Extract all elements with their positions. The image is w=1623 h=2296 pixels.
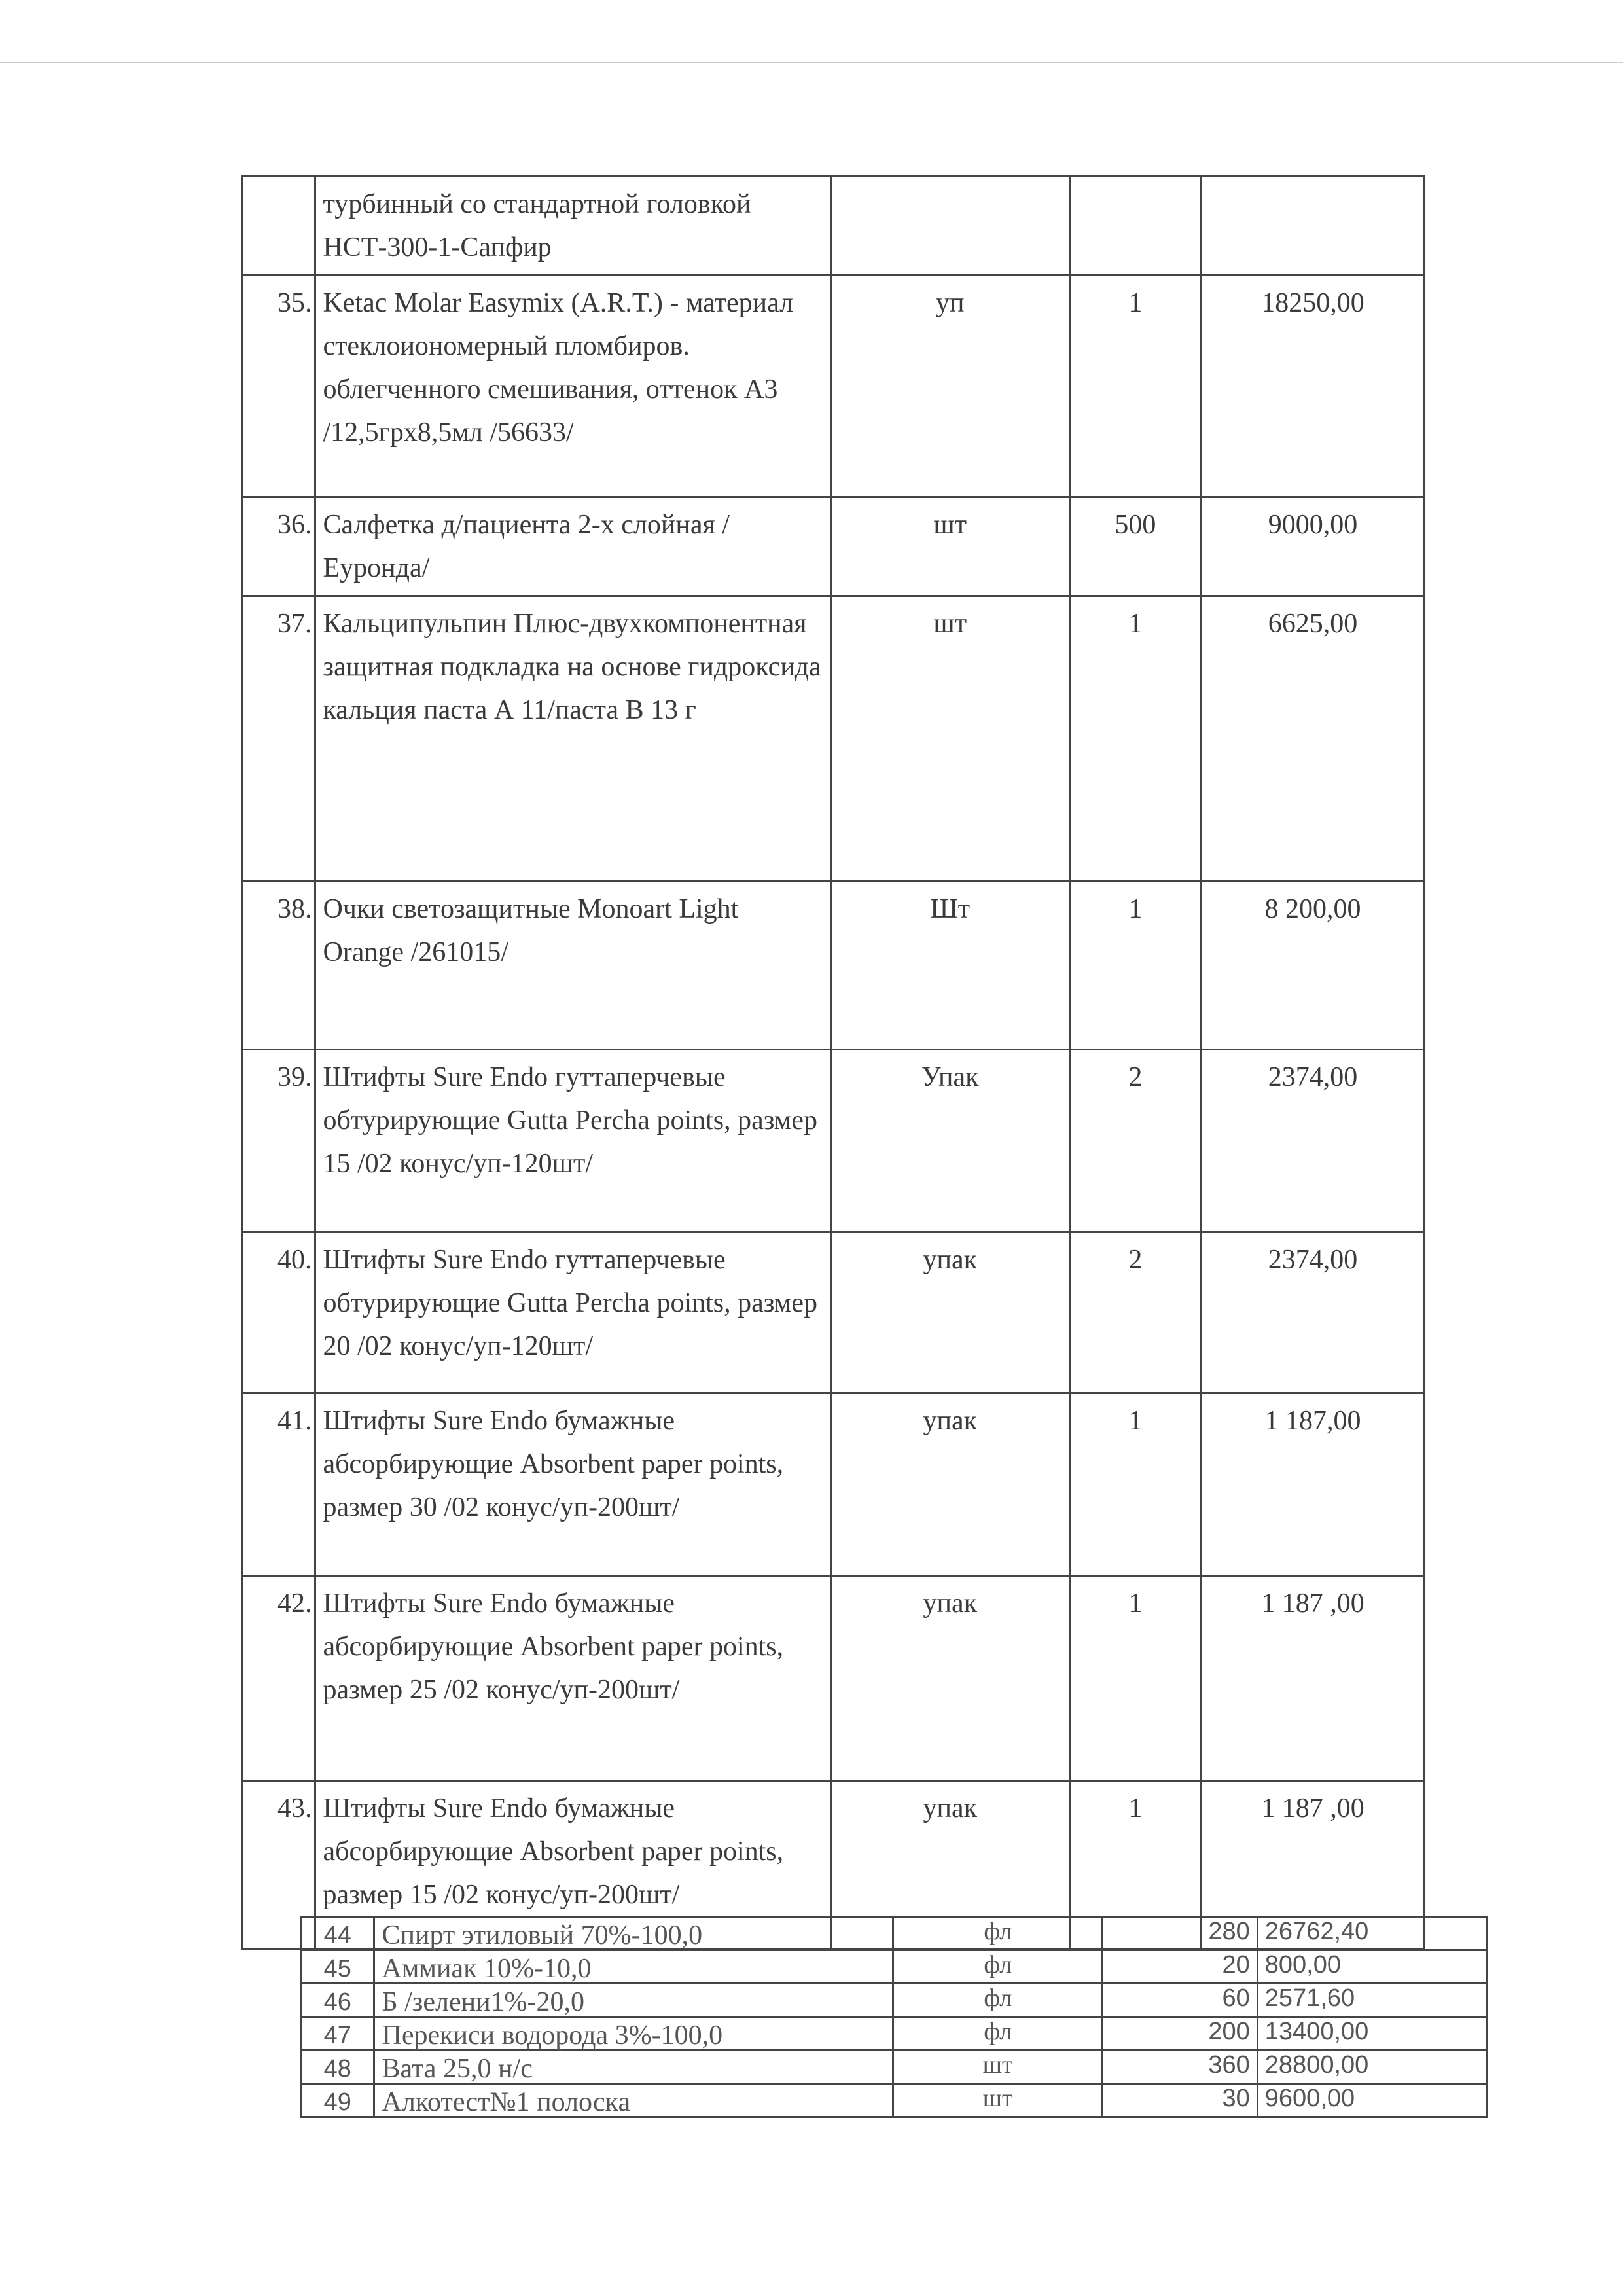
cell-num: 41. — [243, 1393, 315, 1576]
cell-unit: шт — [893, 2084, 1103, 2117]
cell-price: 1 187,00 — [1202, 1393, 1425, 1576]
cell-desc: Вата 25,0 н/с — [374, 2051, 893, 2084]
cell-qty — [1069, 177, 1201, 276]
cell-desc: Б /зелени1%-20,0 — [374, 1984, 893, 2017]
cell-qty: 1 — [1069, 882, 1201, 1050]
cell-unit: шт — [893, 2051, 1103, 2084]
table-row — [301, 2017, 1488, 2051]
cell-qty: 1 — [1069, 1781, 1201, 1949]
cell-num: 48 — [301, 2051, 374, 2084]
cell-price: 2571,60 — [1257, 1984, 1487, 2017]
table-row — [301, 2084, 1488, 2117]
cell-desc: Салфетка д/пациента 2-х слойная /Еуронда/ — [315, 497, 830, 596]
cell-qty: 1 — [1069, 1393, 1201, 1576]
cell-desc: Штифты Sure Endo гуттаперчевые обтурирующие Gutta Percha points, размер 20 /02 конус/уп-120шт/ — [315, 1232, 830, 1393]
table-row — [243, 1050, 1425, 1232]
table-row — [301, 1917, 1488, 1950]
cell-unit: уп — [830, 276, 1069, 497]
table-row — [301, 1950, 1488, 1984]
cell-num: 36. — [243, 497, 315, 596]
cell-num: 46 — [301, 1984, 374, 2017]
cell-num: 45 — [301, 1950, 374, 1984]
cell-qty: 360 — [1103, 2051, 1257, 2084]
cell-num: 47 — [301, 2017, 374, 2051]
cell-num: 37. — [243, 596, 315, 882]
cell-unit: фл — [893, 1950, 1103, 1984]
cell-num: 44 — [301, 1917, 374, 1950]
cell-unit: фл — [893, 1917, 1103, 1950]
cell-desc: Штифты Sure Endo бумажные абсорбирующие Absorbent paper points, размер 25 /02 конус/уп-200шт/ — [315, 1576, 830, 1781]
items-table — [241, 175, 1425, 1950]
cell-num: 49 — [301, 2084, 374, 2117]
cell-price: 9600,00 — [1257, 2084, 1487, 2117]
cell-unit: шт — [830, 497, 1069, 596]
cell-price: 6625,00 — [1202, 596, 1425, 882]
table-row — [243, 497, 1425, 596]
items-table-continued — [300, 1916, 1488, 2118]
table-row — [243, 1232, 1425, 1393]
cell-qty: 30 — [1103, 2084, 1257, 2117]
cell-num: 42. — [243, 1576, 315, 1781]
cell-qty: 2 — [1069, 1050, 1201, 1232]
cell-price: 26762,40 — [1257, 1917, 1487, 1950]
cell-qty: 60 — [1103, 1984, 1257, 2017]
cell-qty: 2 — [1069, 1232, 1201, 1393]
cell-unit: шт — [830, 596, 1069, 882]
cell-price: 1 187 ,00 — [1202, 1576, 1425, 1781]
cell-num: 38. — [243, 882, 315, 1050]
table-row — [243, 276, 1425, 497]
cell-desc: Кальципульпин Плюс-двухкомпонентная защитная подкладка на основе гидроксида кальция паста А 11/паста В 13 г — [315, 596, 830, 882]
cell-desc: Перекиси водорода 3%-100,0 — [374, 2017, 893, 2051]
cell-num: 39. — [243, 1050, 315, 1232]
cell-desc: Спирт этиловый 70%-100,0 — [374, 1917, 893, 1950]
cell-unit: упак — [830, 1576, 1069, 1781]
cell-desc: Штифты Sure Endo бумажные абсорбирующие Absorbent paper points, размер 30 /02 конус/уп-200шт/ — [315, 1393, 830, 1576]
cell-qty: 20 — [1103, 1950, 1257, 1984]
cell-desc: турбинный со стандартной головкой НСТ-300-1-Сапфир — [315, 177, 830, 276]
table-row — [301, 2051, 1488, 2084]
cell-price: 18250,00 — [1202, 276, 1425, 497]
cell-unit: фл — [893, 2017, 1103, 2051]
cell-price: 800,00 — [1257, 1950, 1487, 1984]
cell-price: 13400,00 — [1257, 2017, 1487, 2051]
table-row — [243, 596, 1425, 882]
cell-qty: 200 — [1103, 2017, 1257, 2051]
cell-unit: фл — [893, 1984, 1103, 2017]
cell-qty: 1 — [1069, 276, 1201, 497]
cell-unit — [830, 177, 1069, 276]
cell-price: 8 200,00 — [1202, 882, 1425, 1050]
cell-price: 2374,00 — [1202, 1050, 1425, 1232]
cell-num: 40. — [243, 1232, 315, 1393]
cell-qty: 280 — [1103, 1917, 1257, 1950]
cell-desc: Ketac Molar Easymix (A.R.T.) - материал стеклоиономерный пломбиров. облегченного смешивания, оттенок А3 /12,5грх8,5мл /56633/ — [315, 276, 830, 497]
cell-desc: Штифты Sure Endo бумажные абсорбирующие Absorbent paper points, размер 15 /02 конус/уп-200шт/ — [315, 1781, 830, 1949]
cell-qty: 1 — [1069, 596, 1201, 882]
table-row — [243, 177, 1425, 276]
cell-desc: Алкотест№1 полоска — [374, 2084, 893, 2117]
cell-price: 2374,00 — [1202, 1232, 1425, 1393]
table-row — [243, 1576, 1425, 1781]
cell-unit: упак — [830, 1232, 1069, 1393]
cell-num — [243, 177, 315, 276]
cell-unit: Упак — [830, 1050, 1069, 1232]
cell-qty: 500 — [1069, 497, 1201, 596]
cell-unit: упак — [830, 1781, 1069, 1949]
cell-qty: 1 — [1069, 1576, 1201, 1781]
cell-desc: Аммиак 10%-10,0 — [374, 1950, 893, 1984]
cell-price: 28800,00 — [1257, 2051, 1487, 2084]
cell-desc: Штифты Sure Endo гуттаперчевые обтурирующие Gutta Percha points, размер 15 /02 конус/уп-120шт/ — [315, 1050, 830, 1232]
cell-price — [1202, 177, 1425, 276]
cell-num: 35. — [243, 276, 315, 497]
table-row — [243, 882, 1425, 1050]
cell-price: 9000,00 — [1202, 497, 1425, 596]
scan-page-edge — [0, 62, 1623, 63]
cell-unit: Шт — [830, 882, 1069, 1050]
table-row — [301, 1984, 1488, 2017]
cell-num: 43. — [243, 1781, 315, 1949]
table-row — [243, 1393, 1425, 1576]
cell-desc: Очки светозащитные Monoart Light Orange /261015/ — [315, 882, 830, 1050]
cell-price: 1 187 ,00 — [1202, 1781, 1425, 1949]
cell-unit: упак — [830, 1393, 1069, 1576]
